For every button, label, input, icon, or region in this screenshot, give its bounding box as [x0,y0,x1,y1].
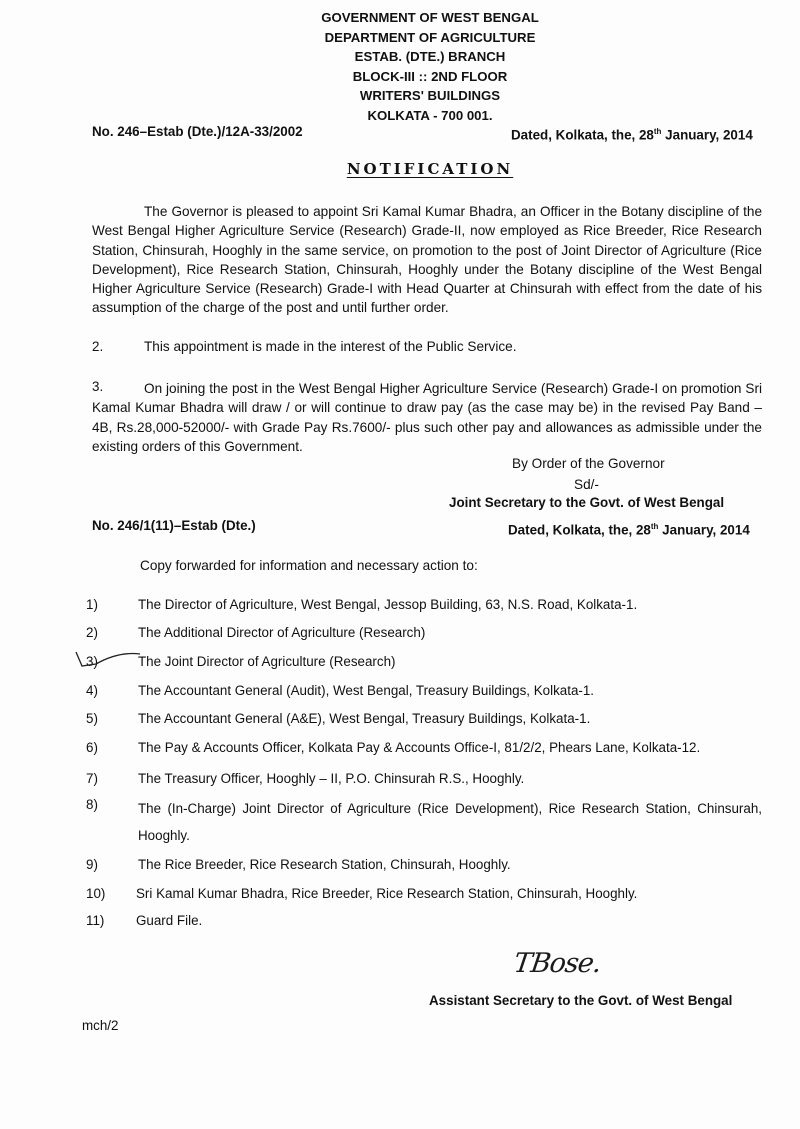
joint-secretary-designation: Joint Secretary to the Govt. of West Bengal [449,495,725,510]
memo-date-prefix: Dated, Kolkata, the, 28 [511,127,654,143]
memo-date-suffix: January, 2014 [661,127,753,143]
list-number: 10) [86,886,106,901]
memo-number: No. 246–Estab (Dte.)/12A-33/2002 [92,124,303,139]
list-text: The Pay & Accounts Officer, Kolkata Pay & Accounts Office-I, 81/2/2, Phears Lane, Kolkata-12. [138,740,701,755]
handwritten-signature: TBose. [511,948,603,979]
list-number: 1) [86,597,98,612]
by-order-text: By Order of the Governor [512,456,665,471]
sd-text: Sd/- [574,477,599,492]
paragraph-2-text: This appointment is made in the interest of the Public Service. [144,339,517,354]
list-text: The Treasury Officer, Hooghly – II, P.O. Chinsurah R.S., Hooghly. [138,771,525,786]
memo2-date [508,522,750,537]
handwritten-tick-mark [74,648,144,670]
list-number: 11) [86,913,105,928]
list-text: The (In-Charge) Joint Director of Agriculture (Rice Development), Rice Research Station, Chinsurah, Hooghly. [138,801,762,843]
copy-forwarded-intro: Copy forwarded for information and necessary action to: [140,558,478,573]
paragraph-3-number: 3. [92,379,104,394]
list-number: 7) [86,771,98,786]
letterhead [300,8,560,125]
list-number: 9) [86,857,98,872]
memo-date [511,127,753,142]
memo2-date-suffix: January, 2014 [658,522,750,538]
notification-title [0,160,800,178]
list-text: The Rice Breeder, Rice Research Station, Chinsurah, Hooghly. [138,857,511,872]
list-text: Sri Kamal Kumar Bhadra, Rice Breeder, Rice Research Station, Chinsurah, Hooghly. [136,886,638,901]
list-number: 6) [86,740,98,755]
letterhead-line: BLOCK-III :: 2ND FLOOR [352,68,508,84]
paragraph-2-number: 2. [92,339,104,354]
list-text: The Accountant General (A&E), West Bengal, Treasury Buildings, Kolkata-1. [138,711,591,726]
list-number: 5) [86,711,98,726]
paragraph-1-text: The Governor is pleased to appoint Sri Kamal Kumar Bhadra, an Officer in the Botany discipline of the West Bengal Higher Agriculture Service (Research) Grade-II, now employed as Rice Breeder, Rice Research Station, Chinsurah, Hooghly in the same service, on promotion to the post of Joint Director of Agriculture (Rice Development), Rice Research Station, Chinsurah, Hooghly under the Botany discipline of the West Bengal Higher Agriculture Service (Research) Grade-I with Head Quarter at Chinsurah with effect from the date of his assumption of the charge of the post and until further order. [92,204,762,316]
assistant-secretary-designation: Assistant Secretary to the Govt. of West Bengal [429,993,733,1008]
list-text: Guard File. [136,913,203,928]
memo2-date-prefix: Dated, Kolkata, the, 28 [508,522,651,538]
paragraph-3 [92,379,762,456]
memo2-date-sup: th [650,522,659,531]
memo-date-sup: th [653,127,662,136]
footer-reference: mch/2 [82,1018,119,1033]
paragraph-3-text: On joining the post in the West Bengal Higher Agriculture Service (Research) Grade-I on promotion Sri Kamal Kumar Bhadra will draw / or will continue to draw pay (as the case may be) in the revised Pay Band – 4B, Rs.28,000-52000/- with Grade Pay Rs.7600/- plus such other pay and allowances as admissible under the existing orders of this Government. [92,381,762,454]
list-number: 2) [86,625,98,640]
list-number: 3) [86,654,98,669]
list-text: The Joint Director of Agriculture (Research) [138,654,396,669]
letterhead-line: ESTAB. (DTE.) BRANCH [354,49,506,64]
paragraph-1 [92,202,762,318]
letterhead-line: GOVERNMENT OF WEST BENGAL [321,10,539,25]
list-text: The Additional Director of Agriculture (Research) [138,625,426,640]
letterhead-line: WRITERS' BUILDINGS [359,88,501,103]
letterhead-line: DEPARTMENT OF AGRICULTURE [324,29,536,45]
list-number: 8) [86,797,98,812]
letterhead-line: KOLKATA - 700 001. [367,107,493,123]
list-text: The Director of Agriculture, West Bengal, Jessop Building, 63, N.S. Road, Kolkata-1. [138,597,638,612]
list-number: 4) [86,683,98,698]
notification-title-text: NOTIFICATION [346,160,514,178]
list-text: The Accountant General (Audit), West Bengal, Treasury Buildings, Kolkata-1. [138,683,595,698]
memo2-number: No. 246/1(11)–Estab (Dte.) [92,518,256,533]
